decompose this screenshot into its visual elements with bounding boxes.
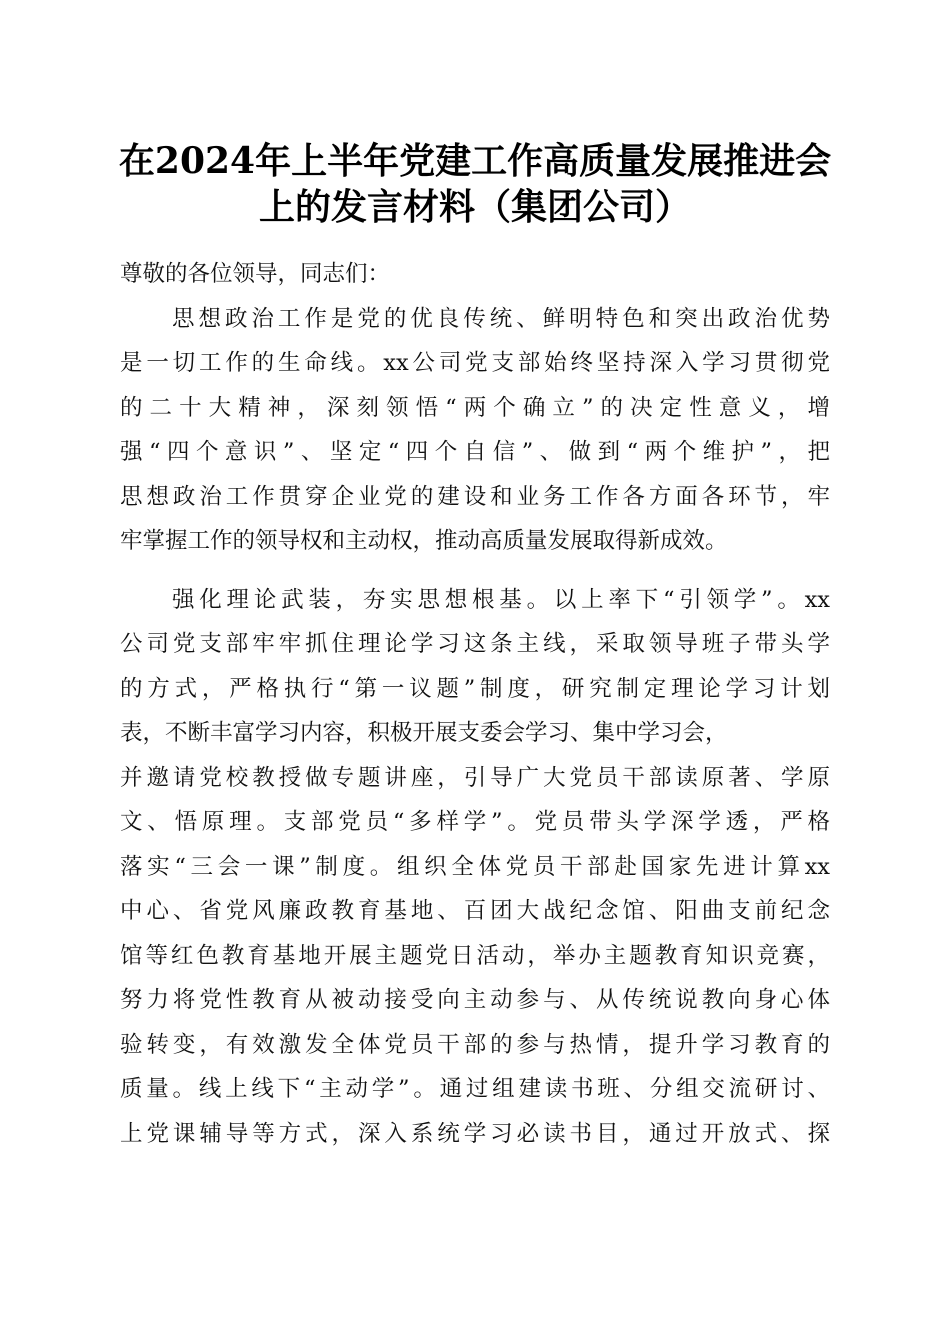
paragraph-line: 强“四个意识”、坚定“四个自信”、做到“两个维护”，把 [120, 439, 830, 465]
paragraph-line: 文、悟原理。支部党员“多样学”。党员带头学深学透，严格 [120, 809, 830, 835]
paragraph-line: 落实“三会一课”制度。组织全体党员干部赴国家先进计算xx [120, 853, 830, 880]
paragraph-line: 思想政治工作是党的优良传统、鲜明特色和突出政治优势 [172, 305, 830, 332]
paragraph-line: 是一切工作的生命线。xx公司党支部始终坚持深入学习贯彻党 [120, 350, 830, 376]
paragraph-line: 的二十大精神，深刻领悟“两个确立”的决定性意义，增 [120, 394, 830, 421]
paragraph-line: 公司党支部牢牢抓住理论学习这条主线，采取领导班子带头学 [120, 631, 830, 657]
paragraph-line: 思想政治工作贯穿企业党的建设和业务工作各方面各环节，牢 [120, 483, 830, 510]
paragraph-line: 质量。线上线下“主动学”。通过组建读书班、分组交流研讨、 [120, 1076, 830, 1102]
paragraph-line: 馆等红色教育基地开展主题党日活动，举办主题教育知识竞赛， [120, 942, 830, 969]
document-body [120, 252, 830, 1156]
paragraph-line: 并邀请党校教授做专题讲座，引导广大党员干部读原著、学原 [120, 764, 830, 791]
paragraph-line: 牢掌握工作的领导权和主动权，推动高质量发展取得新成效。 [120, 528, 728, 554]
paragraph-line: 验转变，有效激发全体党员干部的参与热情，提升学习教育的 [120, 1031, 830, 1058]
paragraph-line: 上党课辅导等方式，深入系统学习必读书目，通过开放式、探 [120, 1120, 830, 1147]
paragraph-line: 强化理论武装，夯实思想根基。以上率下“引领学”。xx [172, 586, 830, 613]
paragraph-line: 努力将党性教育从被动接受向主动参与、从传统说教向身心体 [120, 987, 830, 1013]
document-title [90, 138, 860, 230]
title-line-1: 在2024年上半年党建工作高质量发展推进会 [118, 140, 832, 182]
paragraph-line: 的方式，严格执行“第一议题”制度，研究制定理论学习计划 [120, 675, 830, 702]
salutation: 尊敬的各位领导，同志们： [120, 261, 391, 287]
paragraph-2 [120, 578, 830, 1157]
paragraph-line: 表，不断丰富学习内容，积极开展支委会学习、集中学习会， [120, 720, 728, 746]
title-line-2: 上的发言材料（集团公司） [258, 186, 691, 228]
paragraph-line: 中心、省党风廉政教育基地、百团大战纪念馆、阳曲支前纪念 [120, 898, 830, 924]
paragraph-1 [120, 297, 830, 564]
